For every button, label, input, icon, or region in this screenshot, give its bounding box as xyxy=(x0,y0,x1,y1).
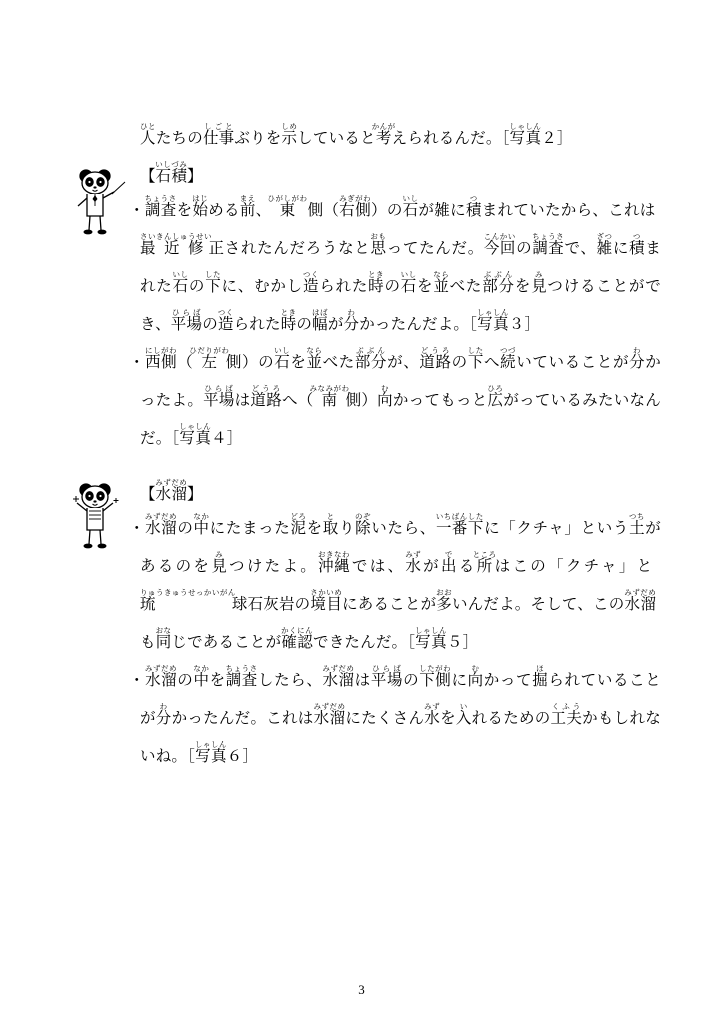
paragraph-text: 人ひとたちの仕事しごとぶりを示しめしていると考かんがえられるんだ。［写真しゃしん２］ xyxy=(140,122,573,147)
section-ishizumi xyxy=(44,160,679,458)
panda-character-cheering-icon xyxy=(70,480,128,554)
paragraph-intro xyxy=(44,120,679,158)
bullet-item: ・西側にしがわ（左ひだりがわ側）の石いしを並ならべた部分ぶぶんが、道路どうろの下したへ続つづいていることが分わかったよ。平場ひらばは道路どうろへ（南みなみがわ側）向むかってもっと広ひろがっているみたいなんだ。［写真しゃしん４］ xyxy=(129,345,661,447)
heading-ishizumi: 【石積いしづみ】 xyxy=(140,159,203,185)
bullet-item: ・調査ちょうさを始はじめる前まえ、東ひがしがわ側（右側みぎがわ）の石いしが雑に積つまれていたから、これは最近修さいきんしゅうせい正されたんだろうなと思おもってたんだ。今回こんかいの調査ちょうさで、雑ざつに積つまれた石いしの下したに、むかし造つくられた時ときの石いしを並ならべた部分ぶぶんを見みつけることができ、平場ひらばの造つくられた時ときの幅はばが分わかったんだよ。［写真しゃしん３］ xyxy=(129,194,661,333)
page-number: 3 xyxy=(358,982,365,997)
heading-mizutame: 【水溜みずだめ】 xyxy=(140,477,203,503)
bullet-item: ・水溜みずだめの中なかを調査ちょうさしたら、水溜みずだめは平場ひらばの下側したがわに向むかって掘ほられていることが分わかったんだ。これは水溜みずだめにたくさん水みずを入いれるための工夫くふうかもしれないね。［写真しゃしん６］ xyxy=(129,663,661,765)
bullet-item: ・水溜みずだめの中なかにたまった泥どろを取とり除のぞいたら、一番下いちばんしたに「クチャ」という土つちがあるのを見みつけたよ。沖縄おきなわでは、水みずが出でる所ところはこの「クチャ」と琉りゅうきゅうせっかいがん球石灰岩の境目さかいめにあることが多おおいんだよ。そして、この水溜みずだめも同おなじであることが確認かくにんできたんだ。［写真しゃしん５］ xyxy=(129,511,661,651)
section-mizutame xyxy=(44,478,679,776)
panda-character-with-pointer-icon xyxy=(70,166,128,240)
